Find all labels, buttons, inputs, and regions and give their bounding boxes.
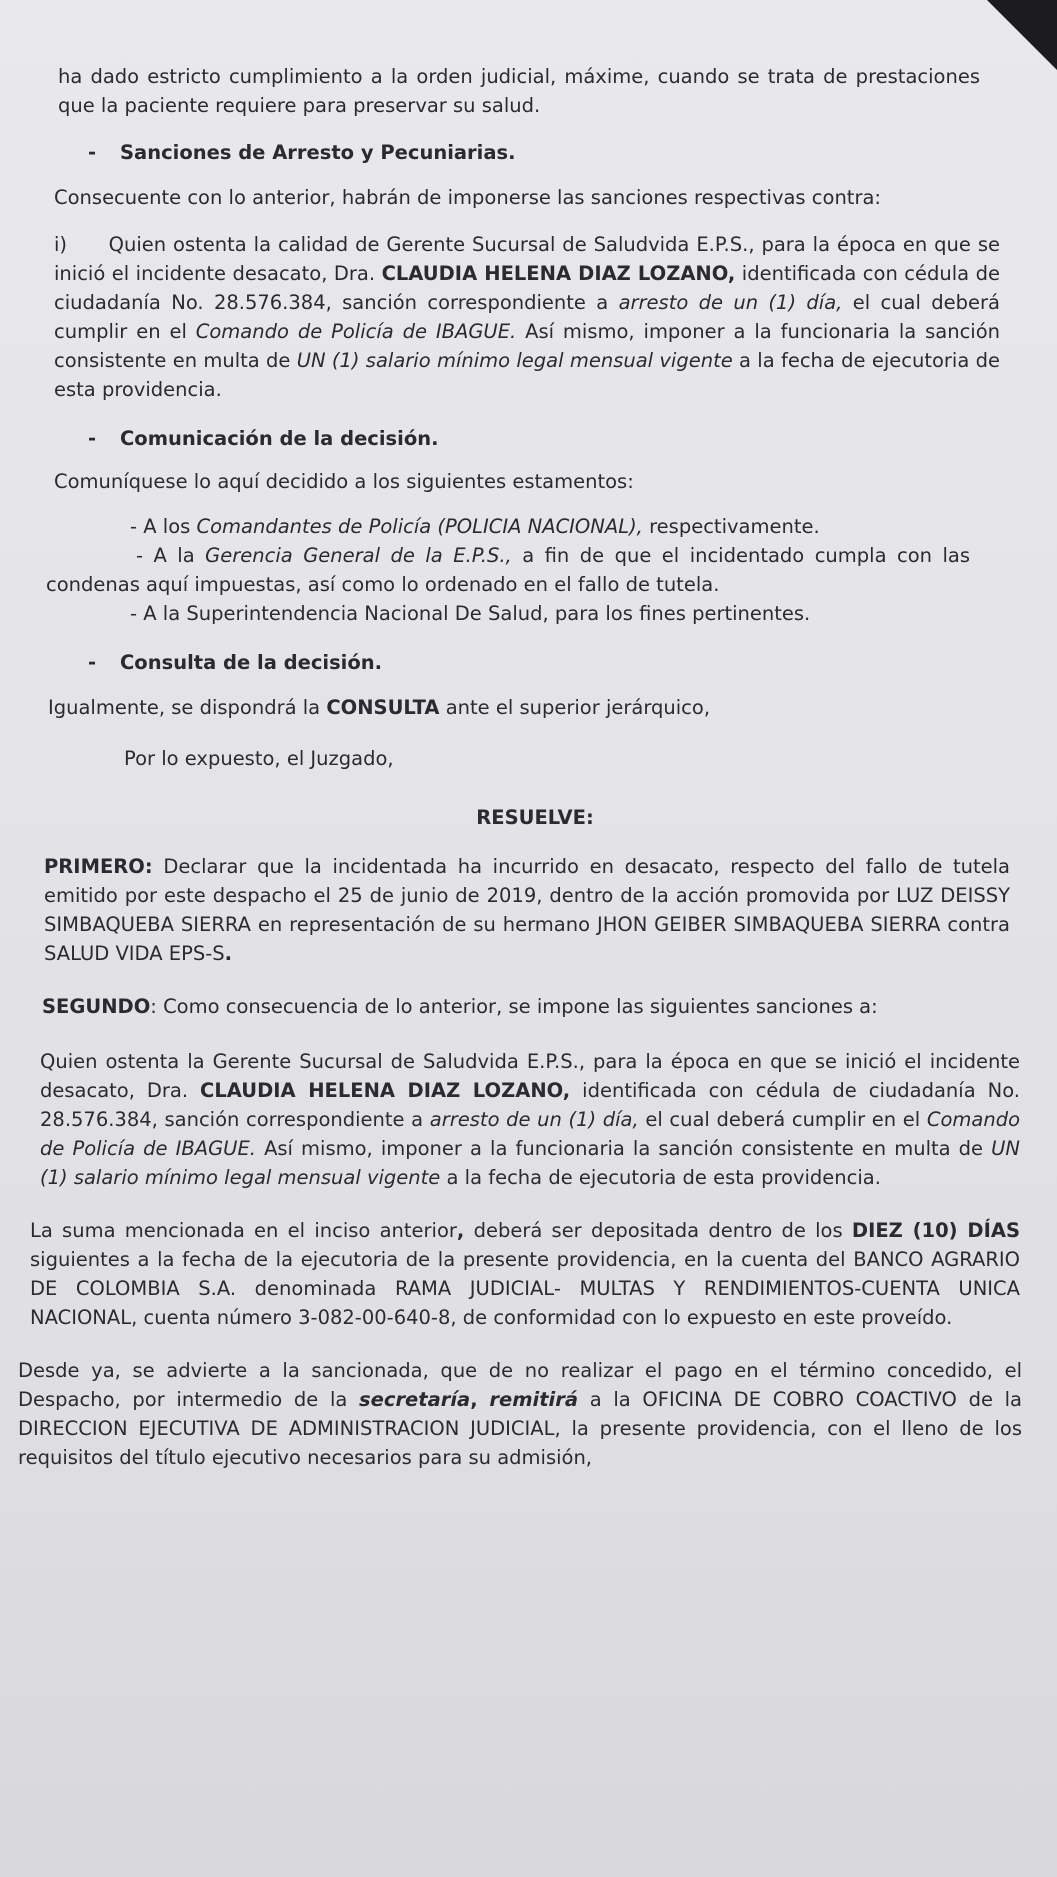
paragraph-consulta [48, 693, 1030, 722]
text: - A la [136, 544, 206, 567]
heading-dash: - [88, 141, 97, 164]
list-item [40, 512, 1030, 541]
text: , [470, 1388, 478, 1411]
deposit-term: DIEZ (10) DÍAS [851, 1219, 1020, 1242]
text: a fin de que el incidentado cumpla con las condenas aquí impuestas, así como lo ordenado en el fallo de tutela. [46, 544, 971, 596]
text: el cual deberá cumplir en el [638, 1108, 927, 1131]
heading-text: Comunicación de la decisión. [120, 427, 439, 450]
sanction-arrest: arresto de un (1) día, [429, 1108, 639, 1131]
text: identificada con cédula de ciudadanía No. 28.576.384, sanción correspondiente a [40, 1079, 1020, 1131]
text: - A los [130, 515, 197, 538]
segundo-label: SEGUNDO [42, 995, 151, 1018]
list-item [46, 541, 970, 599]
list-item: - A la Superintendencia Nacional De Salud, para los fines pertinentes. [130, 602, 811, 625]
text: Igualmente, se dispondrá la [48, 696, 327, 719]
text: Así mismo, imponer a la funcionaria la sanción consistente en multa de [255, 1137, 992, 1160]
paragraph-consecuente: Consecuente con lo anterior, habrán de imponerse las sanciones respectivas contra: [54, 186, 881, 209]
heading-sanciones [40, 138, 1030, 167]
fine-amount: UN (1) salario mínimo legal mensual vigente [296, 349, 733, 372]
paragraph-deposito [30, 1216, 1020, 1332]
text: el cual deberá cumplir en el [54, 291, 1000, 343]
recipient-list [40, 512, 1030, 628]
text: . [224, 942, 233, 965]
text: a la fecha de ejecutoria de esta providencia. [54, 349, 1000, 401]
text: Quien ostenta la calidad de Gerente Sucursal de Saludvida E.P.S., para la época en que se inició el incidente desacato, Dra. [54, 233, 1000, 285]
paragraph-por-lo-expuesto: Por lo expuesto, el Juzgado, [124, 747, 394, 770]
text: Así mismo, imponer a la funcionaria la sanción consistente en multa de [54, 320, 1000, 372]
heading-comunicacion [40, 424, 1030, 453]
paragraph-item-i [54, 230, 1000, 404]
fine-amount: UN (1) salario mínimo legal mensual vigente [40, 1137, 1021, 1189]
primero-label: PRIMERO: [44, 855, 153, 878]
secretaria-emphasis: secretaría [359, 1388, 471, 1411]
text: deberá ser depositada dentro de los [464, 1219, 852, 1242]
text: a la OFICINA DE COBRO COACTIVO de la DIRECCION EJECUTIVA DE ADMINISTRACION JUDICIAL, la presente providencia, con el lleno de los requisitos del título ejecutivo necesarios para su admisión, [18, 1388, 1023, 1469]
heading-text: Sanciones de Arresto y Pecuniarias. [120, 141, 516, 164]
text: Declarar que la incidentada ha incurrido en desacato, respecto del fallo de tutela emitido por este despacho el 25 de junio de 2019, dentro de la acción promovida por LUZ DEISSY SIMBAQUEBA SIERRA en representación de su hermano JHON GEIBER SIMBAQUEBA SIERRA contra SALUD VIDA EPS-S [44, 855, 1010, 965]
text: La suma mencionada en el inciso anterior [30, 1219, 457, 1242]
paragraph-intro: ha dado estricto cumplimiento a la orden judicial, máxime, cuando se trata de prestaciones que la paciente requiere para preservar su salud. [58, 65, 980, 117]
police-command: Comando de Policía de IBAGUE. [40, 1108, 1021, 1160]
text: a la fecha de ejecutoria de esta providencia. [440, 1166, 881, 1189]
heading-dash: - [88, 651, 97, 674]
text: Desde ya, se advierte a la sancionada, que de no realizar el pago en el término concedido, el Despacho, por intermedio de la [18, 1359, 1022, 1411]
remitira-emphasis: remitirá [489, 1388, 578, 1411]
paragraph-segundo [42, 992, 1030, 1021]
recipient-eps: Gerencia General de la E.P.S., [205, 544, 512, 567]
document-page [18, 62, 1030, 1472]
text: identificada con cédula de ciudadanía No. 28.576.384, sanción correspondiente a [54, 262, 1000, 314]
recipient-police: Comandantes de Policía (POLICIA NACIONAL), [196, 515, 643, 538]
text: , [456, 1219, 465, 1242]
heading-consulta [40, 648, 1030, 677]
text: respectivamente. [642, 515, 820, 538]
heading-dash: - [88, 427, 97, 450]
police-command: Comando de Policía de IBAGUE. [195, 320, 517, 343]
heading-text: Consulta de la decisión. [120, 651, 383, 674]
paragraph-comuniquese: Comuníquese lo aquí decidido a los siguientes estamentos: [54, 470, 634, 493]
paragraph-advertencia [18, 1356, 1022, 1472]
page-corner-shadow [987, 0, 1057, 70]
text: : Como consecuencia de lo anterior, se impone las siguientes sanciones a: [150, 995, 878, 1018]
text: Quien ostenta la Gerente Sucursal de Saludvida E.P.S., para la época en que se inició el incidente desacato, Dra. [40, 1050, 1020, 1102]
text: ante el superior jerárquico, [439, 696, 711, 719]
consulta-keyword: CONSULTA [326, 696, 440, 719]
paragraph-primero [44, 852, 1010, 968]
sanction-arrest: arresto de un (1) día, [618, 291, 843, 314]
resuelve-title: RESUELVE: [476, 806, 594, 829]
paragraph-sancion [40, 1047, 1020, 1192]
item-number: i) [54, 233, 68, 256]
text: siguientes a la fecha de la ejecutoria de la presente providencia, en la cuenta del BANCO AGRARIO DE COLOMBIA S.A. denominada RAMA JUDICIAL- MULTAS Y RENDIMIENTOS-CUENTA UNICA NACIONAL, cuenta número 3-082-00-640-8, de conformidad con lo expuesto en este proveído. [30, 1248, 1020, 1329]
person-name: CLAUDIA HELENA DIAZ LOZANO, [200, 1079, 571, 1102]
person-name: CLAUDIA HELENA DIAZ LOZANO, [381, 262, 736, 285]
